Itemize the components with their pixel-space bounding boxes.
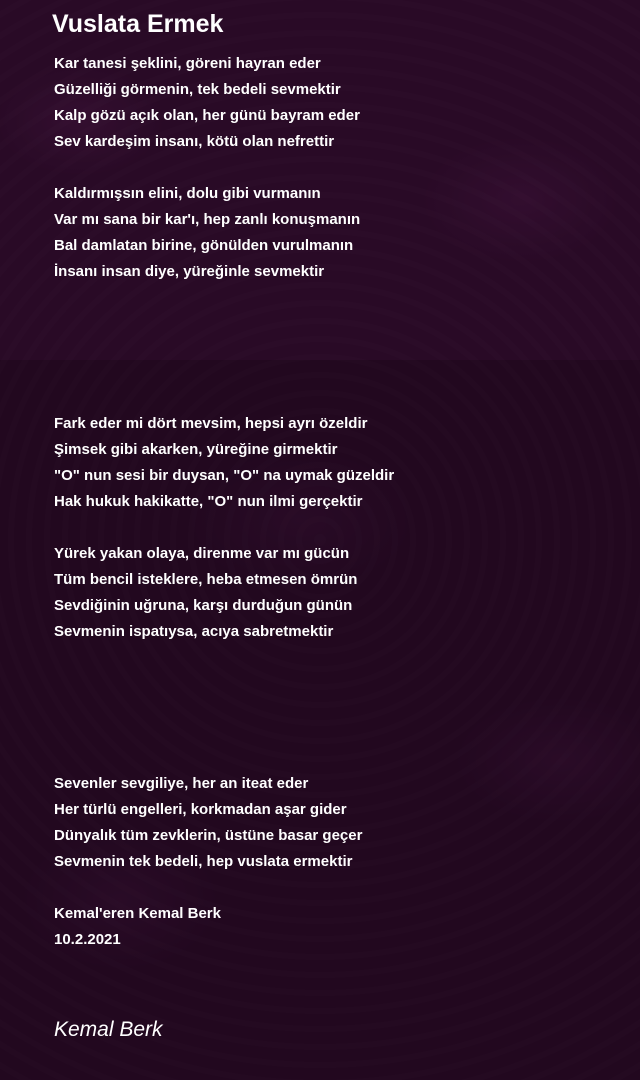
poem-line: Her türlü engelleri, korkmadan aşar gider xyxy=(54,801,347,818)
poem-line: Dünyalık tüm zevklerin, üstüne basar geçer xyxy=(54,827,363,844)
poem-line: Tüm bencil isteklere, heba etmesen ömrün xyxy=(54,571,358,588)
poem-line: Hak hukuk hakikatte, "O" nun ilmi gerçektir xyxy=(54,493,363,510)
poem-line: Fark eder mi dört mevsim, hepsi ayrı özeldir xyxy=(54,415,368,432)
poem-title: Vuslata Ermek xyxy=(52,10,224,38)
poem-line: Bal damlatan birine, gönülden vurulmanın xyxy=(54,237,354,254)
stanza-4 xyxy=(54,541,357,645)
poem-line: Kar tanesi şeklini, göreni hayran eder xyxy=(54,55,321,72)
poem-line: Yürek yakan olaya, direnme var mı gücün xyxy=(54,545,350,562)
stanza-2 xyxy=(54,181,360,285)
signature-name: Kemal'eren Kemal Berk xyxy=(54,905,221,922)
signature-block xyxy=(54,901,221,953)
stanza-3 xyxy=(54,411,394,515)
poem-line: İnsanı insan diye, yüreğinle sevmektir xyxy=(54,263,325,280)
poem-line: Sevmenin tek bedeli, hep vuslata ermektir xyxy=(54,853,353,870)
poem-line: Güzelliği görmenin, tek bedeli sevmektir xyxy=(54,81,341,98)
signature-date: 10.2.2021 xyxy=(54,931,121,948)
stanza-5 xyxy=(54,771,362,875)
poem-line: Sevdiğinin uğruna, karşı durduğun günün xyxy=(54,597,353,614)
stanza-1 xyxy=(54,51,360,155)
poem-line: Sev kardeşim insanı, kötü olan nefrettir xyxy=(54,133,335,150)
poem-line: Sevenler sevgiliye, her an iteat eder xyxy=(54,775,309,792)
poem-line: Sevmenin ispatıysa, acıya sabretmektir xyxy=(54,623,334,640)
poem-line: Kalp gözü açık olan, her günü bayram eder xyxy=(54,107,360,124)
poem-author: Kemal Berk xyxy=(54,1018,163,1041)
poem-line: Şimsek gibi akarken, yüreğine girmektir xyxy=(54,441,338,458)
poem-line: Kaldırmışsın elini, dolu gibi vurmanın xyxy=(54,185,321,202)
poem-line: "O" nun sesi bir duysan, "O" na uymak güzeldir xyxy=(54,467,395,484)
poem-line: Var mı sana bir kar'ı, hep zanlı konuşmanın xyxy=(54,211,361,228)
